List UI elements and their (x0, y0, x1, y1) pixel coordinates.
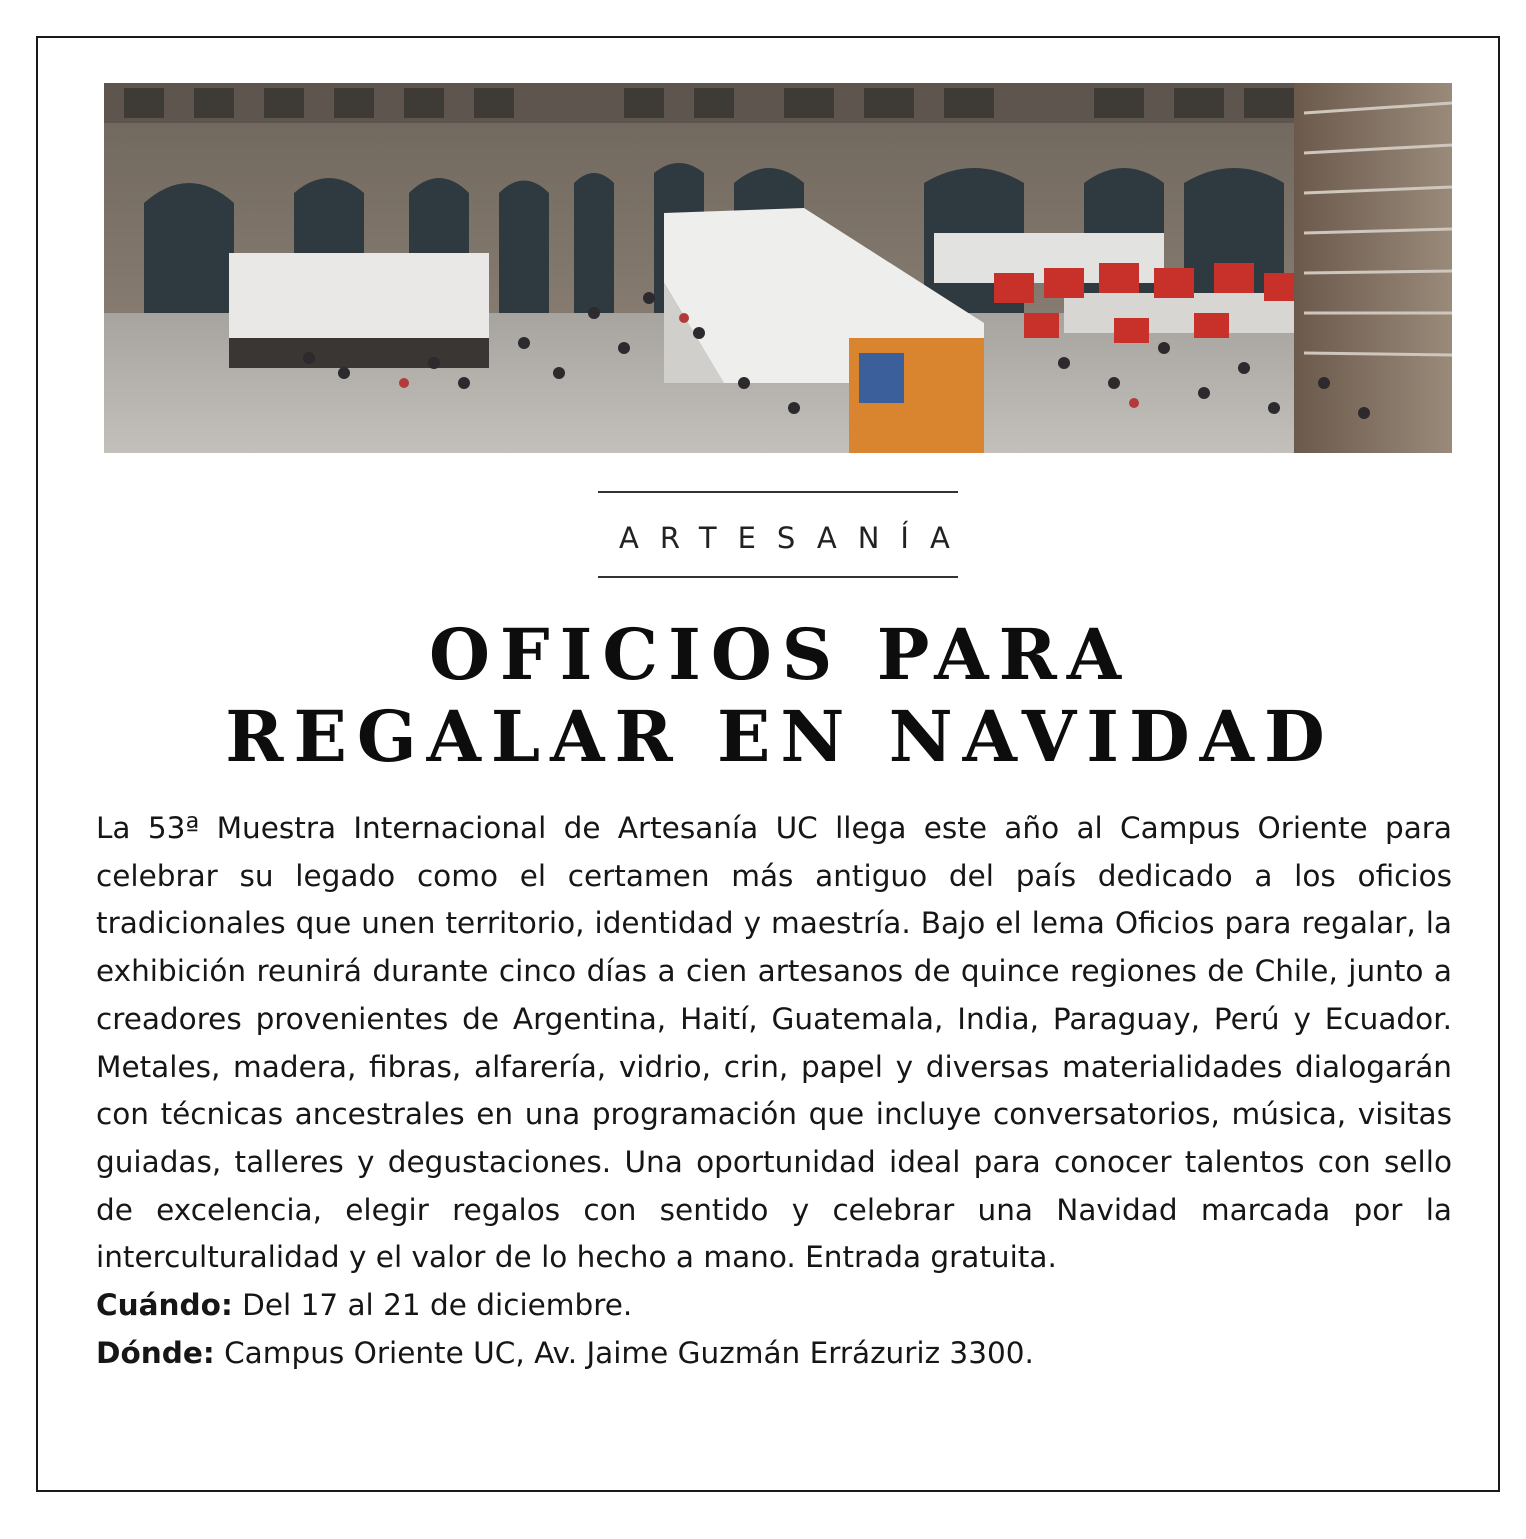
section-label: ARTESANÍA (619, 521, 971, 555)
detail-when (96, 1282, 1452, 1330)
event-photo-illustration (104, 83, 1452, 453)
body-paragraph: La 53ª Muestra Internacional de Artesanía UC llega este año al Campus Oriente para celebrar su legado como el certamen más antiguo del país dedicado a los oficios tradicionales que unen territorio, identidad y maestría. Bajo el lema Oficios para regalar, la exhibición reunirá durante cinco días a cien artesanos de quince regiones de Chile, junto a creadores provenientes de Argentina, Haití, Guatemala, India, Paraguay, Perú y Ecuador. Metales, madera, fibras, alfarería, vidrio, crin, papel y diversas materialidades dialogarán con técnicas ancestrales en una programación que incluye conversatorios, música, visitas guiadas, talleres y degustaciones. Una oportunidad ideal para conocer talentos con sello de excelencia, elegir regalos con sentido y celebrar una Navidad marcada por la interculturalidad y el valor de lo hecho a mano. Entrada gratuita. (96, 811, 1452, 1275)
detail-where-value: Campus Oriente UC, Av. Jaime Guzmán Errázuriz 3300. (214, 1335, 1034, 1370)
detail-when-value: Del 17 al 21 de diciembre. (232, 1288, 633, 1323)
article-body (96, 805, 1452, 1377)
headline-line-1: OFICIOS PARA (428, 613, 1132, 696)
headline (60, 614, 1500, 778)
label-rule-bottom (598, 576, 958, 578)
event-photo (104, 83, 1452, 453)
detail-when-label: Cuándo: (96, 1288, 233, 1323)
label-rule-top (598, 491, 958, 493)
detail-where-label: Dónde: (96, 1335, 215, 1370)
headline-line-2: REGALAR EN NAVIDAD (225, 695, 1335, 778)
detail-where (96, 1330, 1452, 1378)
